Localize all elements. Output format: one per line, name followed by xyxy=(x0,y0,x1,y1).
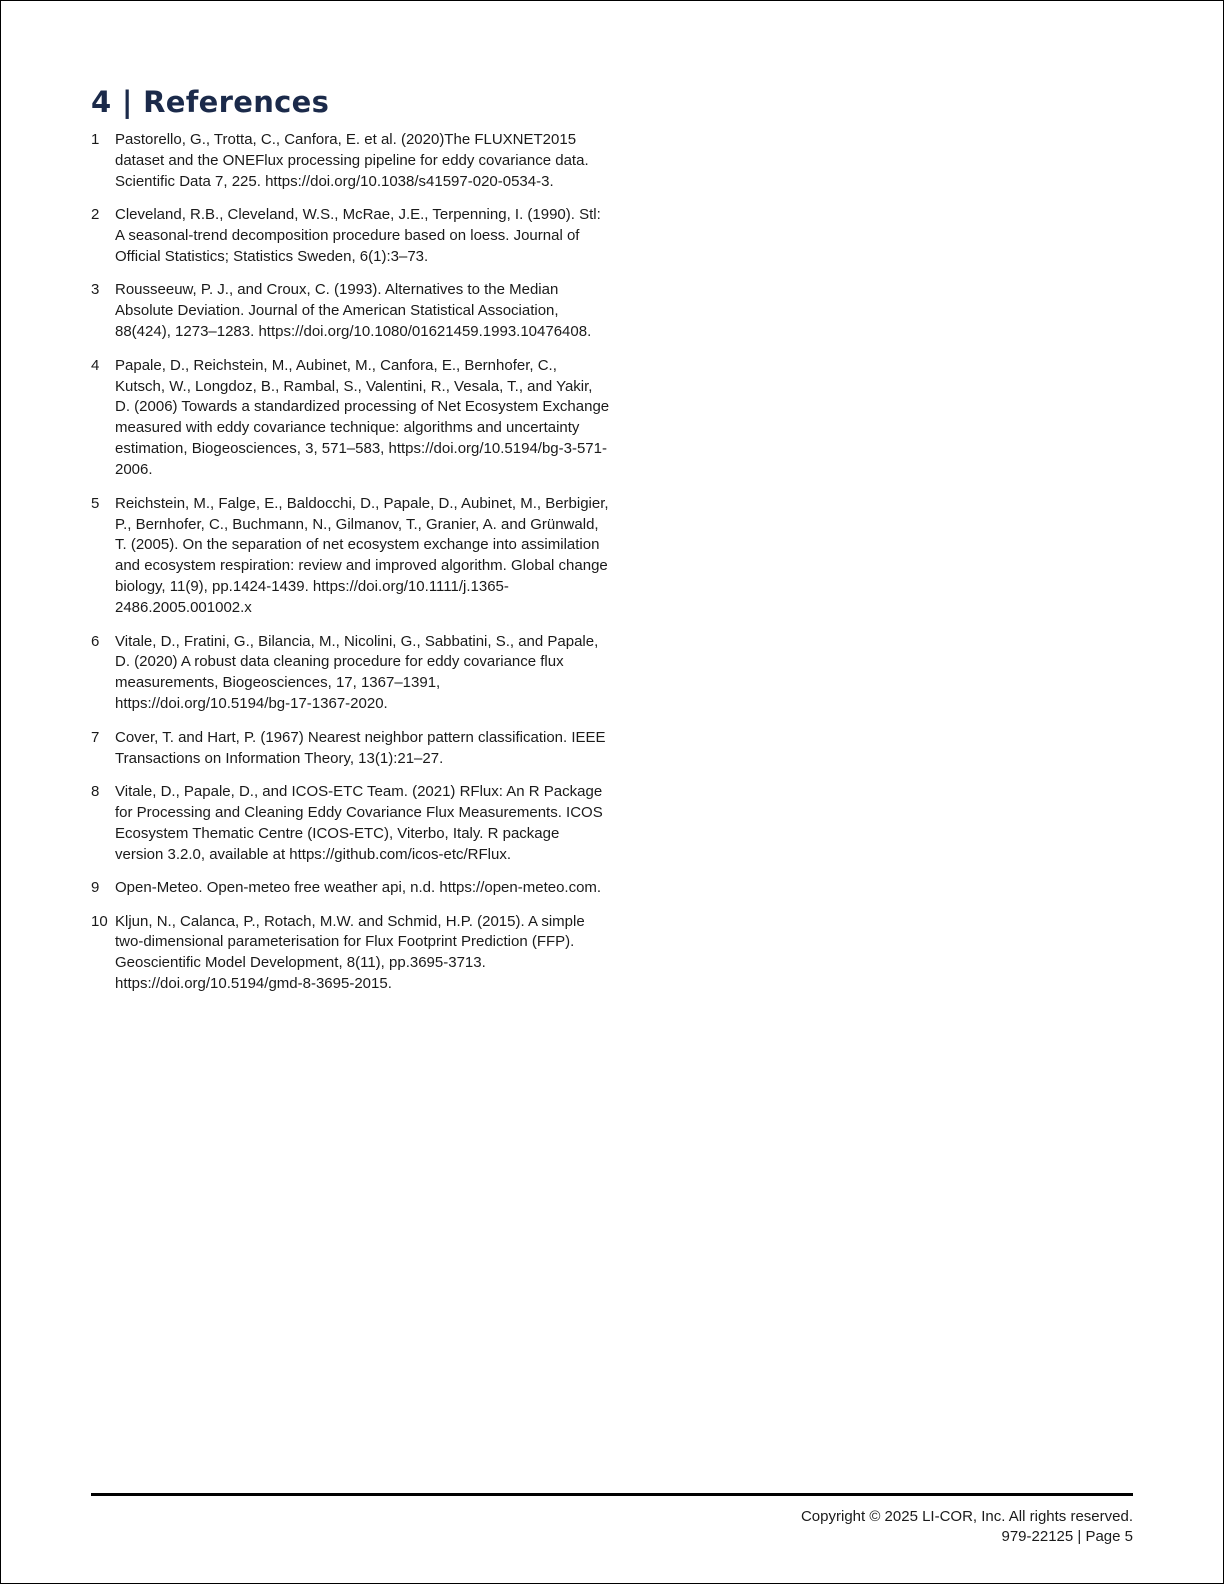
reference-item xyxy=(91,728,611,770)
section-heading: 4 | References xyxy=(91,85,330,119)
reference-number: 10 xyxy=(91,912,108,930)
reference-item xyxy=(91,878,611,899)
reference-number: 9 xyxy=(91,879,100,897)
page-footer xyxy=(801,1507,1133,1547)
reference-item xyxy=(91,205,611,268)
reference-number: 4 xyxy=(91,356,100,374)
reference-text: Rousseeuw, P. J., and Croux, C. (1993). Alternatives to the Median Absolute Deviation. Journal of the American Statistical Association, 88(424), 1273–1283. https://doi.org/10.1080/01621459.1993.10476408. xyxy=(115,281,592,341)
reference-item xyxy=(91,130,611,193)
reference-item xyxy=(91,280,611,343)
reference-text: Kljun, N., Calanca, P., Rotach, M.W. and Schmid, H.P. (2015). A simple two-dimensional parameterisation for Flux Footprint Prediction (FFP). Geoscientific Model Development, 8(11), pp.3695-3713. https://doi.org/10.5194/gmd-8-3695-2015. xyxy=(115,912,585,993)
reference-item xyxy=(91,632,611,716)
reference-text: Reichstein, M., Falge, E., Baldocchi, D., Papale, D., Aubinet, M., Berbigier, P., Bernhofer, C., Buchmann, N., Gilmanov, T., Granier, A. and Grünwald, T. (2005). On the separation of net ecosystem exchange into assimilation and ecosystem respiration: review and improved algorithm. Global change biology, 11(9), pp.1424-1439. https://doi.org/10.1111/j.1365-2486.2005.001002.x xyxy=(115,494,609,617)
reference-list xyxy=(91,130,611,1008)
reference-item xyxy=(91,912,611,996)
reference-number: 8 xyxy=(91,782,100,800)
reference-number: 6 xyxy=(91,632,100,650)
reference-item xyxy=(91,782,611,866)
reference-text: Vitale, D., Papale, D., and ICOS-ETC Team. (2021) RFlux: An R Package for Processing and Cleaning Eddy Covariance Flux Measurements. ICOS Ecosystem Thematic Centre (ICOS-ETC), Viterbo, Italy. R package version 3.2.0, available at https://github.com/icos-etc/RFlux. xyxy=(115,782,603,863)
reference-number: 1 xyxy=(91,131,100,148)
reference-item xyxy=(91,356,611,481)
reference-text: Open-Meteo. Open-meteo free weather api, n.d. https://open-meteo.com. xyxy=(115,879,602,897)
reference-number: 7 xyxy=(91,728,100,746)
reference-text: Pastorello, G., Trotta, C., Canfora, E. et al. (2020)The FLUXNET2015 dataset and the ONEFlux processing pipeline for eddy covariance data. Scientific Data 7, 225. https://doi.org/10.1038/s41597-020-0534-3. xyxy=(115,131,589,190)
reference-text: Cleveland, R.B., Cleveland, W.S., McRae, J.E., Terpenning, I. (1990). Stl: A seasonal-trend decomposition procedure based on loess. Journal of Official Statistics; Statistics Sweden, 6(1):3–73. xyxy=(115,206,601,266)
reference-text: Vitale, D., Fratini, G., Bilancia, M., Nicolini, G., Sabbatini, S., and Papale, D. (2020) A robust data cleaning procedure for eddy covariance flux measurements, Biogeosciences, 17, 1367–1391, https://doi.org/10.5194/bg-17-1367-2020. xyxy=(115,632,599,713)
reference-number: 2 xyxy=(91,206,100,224)
copyright-notice: Copyright © 2025 LI-COR, Inc. All rights reserved. xyxy=(800,1508,1133,1525)
footer-divider xyxy=(91,1493,1133,1496)
reference-text: Cover, T. and Hart, P. (1967) Nearest neighbor pattern classification. IEEE Transactions on Information Theory, 13(1):21–27. xyxy=(115,728,606,767)
document-page-number: 979-22125 | Page 5 xyxy=(1001,1528,1133,1545)
reference-number: 5 xyxy=(91,494,100,512)
reference-text: Papale, D., Reichstein, M., Aubinet, M., Canfora, E., Bernhofer, C., Kutsch, W., Longdoz, B., Rambal, S., Valentini, R., Vesala, T., and Yakir, D. (2006) Towards a standardized processing of Net Ecosystem Exchange measured with eddy covariance technique: algorithms and uncertainty estimation, Biogeosciences, 3, 571–583, https://doi.org/10.5194/bg-3-571-2006. xyxy=(115,356,610,479)
reference-item xyxy=(91,494,611,619)
reference-number: 3 xyxy=(91,281,100,299)
